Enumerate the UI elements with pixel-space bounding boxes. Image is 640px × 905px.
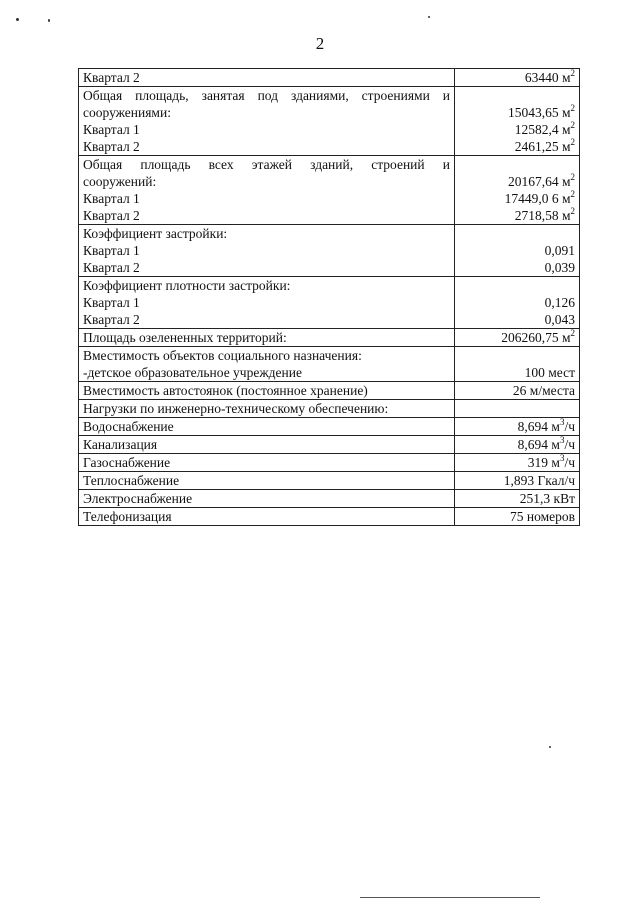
table-row: [79, 69, 580, 87]
scan-edge-line: [360, 897, 540, 898]
parameter-value: [455, 329, 580, 347]
value-line: 17449,0 6 $м^2$: [504, 188, 575, 206]
label-line: Коэффициент плотности застройки:: [83, 278, 291, 293]
parameter-value: [455, 472, 580, 490]
label-line: Квартал 2: [83, 208, 140, 223]
value-line: [459, 400, 575, 417]
parameter-label: [79, 69, 455, 87]
label-line: Общая площадь всех этажей зданий, строений и: [83, 157, 450, 172]
label-line: сооружений:: [83, 174, 157, 189]
parameter-value: [455, 382, 580, 400]
parameter-value: [455, 436, 580, 454]
label-line: Квартал 2: [83, 70, 140, 85]
label-line: Канализация: [83, 437, 158, 452]
parameter-label: [79, 418, 455, 436]
value-line: 15043,65 $м^2$: [507, 102, 575, 120]
label-line: Газоснабжение: [83, 455, 171, 470]
value-line: 63440 $м^2$: [524, 67, 575, 85]
label-line: Квартал 1: [83, 295, 140, 310]
label-line: Квартал 2: [83, 139, 140, 154]
parameter-label: [79, 225, 455, 277]
label-line: Квартал 1: [83, 243, 140, 258]
value-line: 8,694 $м^3/ч$: [517, 434, 575, 452]
parameter-value: [455, 69, 580, 87]
table-row: [79, 382, 580, 400]
table-row: [79, 400, 580, 418]
parameter-label: [79, 454, 455, 472]
page-number: 2: [315, 34, 325, 53]
label-line: Квартал 1: [83, 122, 140, 137]
parameters-table: [78, 68, 580, 526]
table-row: [79, 156, 580, 225]
parameter-value: [455, 508, 580, 526]
label-line: Квартал 2: [83, 312, 140, 327]
value-line: 0,091: [544, 243, 575, 258]
parameter-label: [79, 347, 455, 382]
parameter-value: [455, 87, 580, 156]
value-line: 2461,25 $м^2$: [514, 136, 575, 154]
table-row: [79, 418, 580, 436]
parameter-label: [79, 472, 455, 490]
table-row: [79, 454, 580, 472]
value-line: [459, 347, 575, 364]
table-row: [79, 87, 580, 156]
parameter-label: [79, 436, 455, 454]
scan-speck: [428, 16, 430, 18]
value-line: 1,893 Гкал/ч: [503, 473, 575, 488]
label-line: Квартал 1: [83, 191, 140, 206]
label-line: Водоснабжение: [83, 419, 174, 434]
label-line: Общая площадь, занятая под зданиями, строениями и: [83, 88, 450, 103]
value-line: [459, 225, 575, 242]
label-line: Телефонизация: [83, 509, 172, 524]
value-line: [459, 277, 575, 294]
parameter-value: [455, 347, 580, 382]
label-line: Вместимость объектов социального назначения:: [83, 348, 362, 363]
value-line: 206260,75 $м^2$: [501, 327, 575, 345]
scan-speck: [48, 19, 50, 22]
table-row: [79, 436, 580, 454]
parameter-label: [79, 156, 455, 225]
value-line: 251,3 кВт: [519, 491, 575, 506]
label-line: Квартал 2: [83, 260, 140, 275]
parameter-label: [79, 87, 455, 156]
label-line: сооружениями:: [83, 105, 171, 120]
table-row: [79, 490, 580, 508]
table-row: [79, 277, 580, 329]
table-row: [79, 329, 580, 347]
value-line: 0,043: [544, 312, 575, 327]
table-row: [79, 347, 580, 382]
value-line: 12582,4 $м^2$: [514, 119, 575, 137]
label-line: Нагрузки по инженерно-техническому обеспечению:: [83, 401, 389, 416]
parameter-label: [79, 277, 455, 329]
table-row: [79, 472, 580, 490]
scan-speck: [16, 18, 19, 21]
value-line: 0,039: [544, 260, 575, 275]
label-line: Теплоснабжение: [83, 473, 180, 488]
parameter-label: [79, 382, 455, 400]
value-line: 0,126: [544, 295, 575, 310]
value-line: [459, 156, 575, 173]
label-line: Площадь озелененных территорий:: [83, 330, 287, 345]
parameter-value: [455, 400, 580, 418]
value-line: [459, 87, 575, 104]
parameter-value: [455, 454, 580, 472]
parameter-value: [455, 490, 580, 508]
table-row: [79, 225, 580, 277]
value-line: 8,694 $м^3/ч$: [517, 416, 575, 434]
label-line: Коэффициент застройки:: [83, 226, 228, 241]
value-line: 20167,64 $м^2$: [507, 171, 575, 189]
value-line: 75 номеров: [509, 509, 575, 524]
table-row: [79, 508, 580, 526]
parameter-label: [79, 329, 455, 347]
parameter-value: [455, 156, 580, 225]
parameter-label: [79, 490, 455, 508]
parameter-label: [79, 508, 455, 526]
label-line: Электроснабжение: [83, 491, 193, 506]
value-line: 100 мест: [524, 365, 575, 380]
parameter-value: [455, 225, 580, 277]
value-line: 26 м/места: [512, 383, 575, 398]
value-line: 2718,58 $м^2$: [514, 205, 575, 223]
parameter-label: [79, 400, 455, 418]
value-line: 319 $м^3/ч$: [527, 452, 575, 470]
label-line: -детское образовательное учреждение: [83, 365, 302, 380]
scan-speck: [549, 746, 551, 748]
parameter-value: [455, 418, 580, 436]
parameter-value: [455, 277, 580, 329]
label-line: Вместимость автостоянок (постоянное хранение): [83, 383, 368, 398]
